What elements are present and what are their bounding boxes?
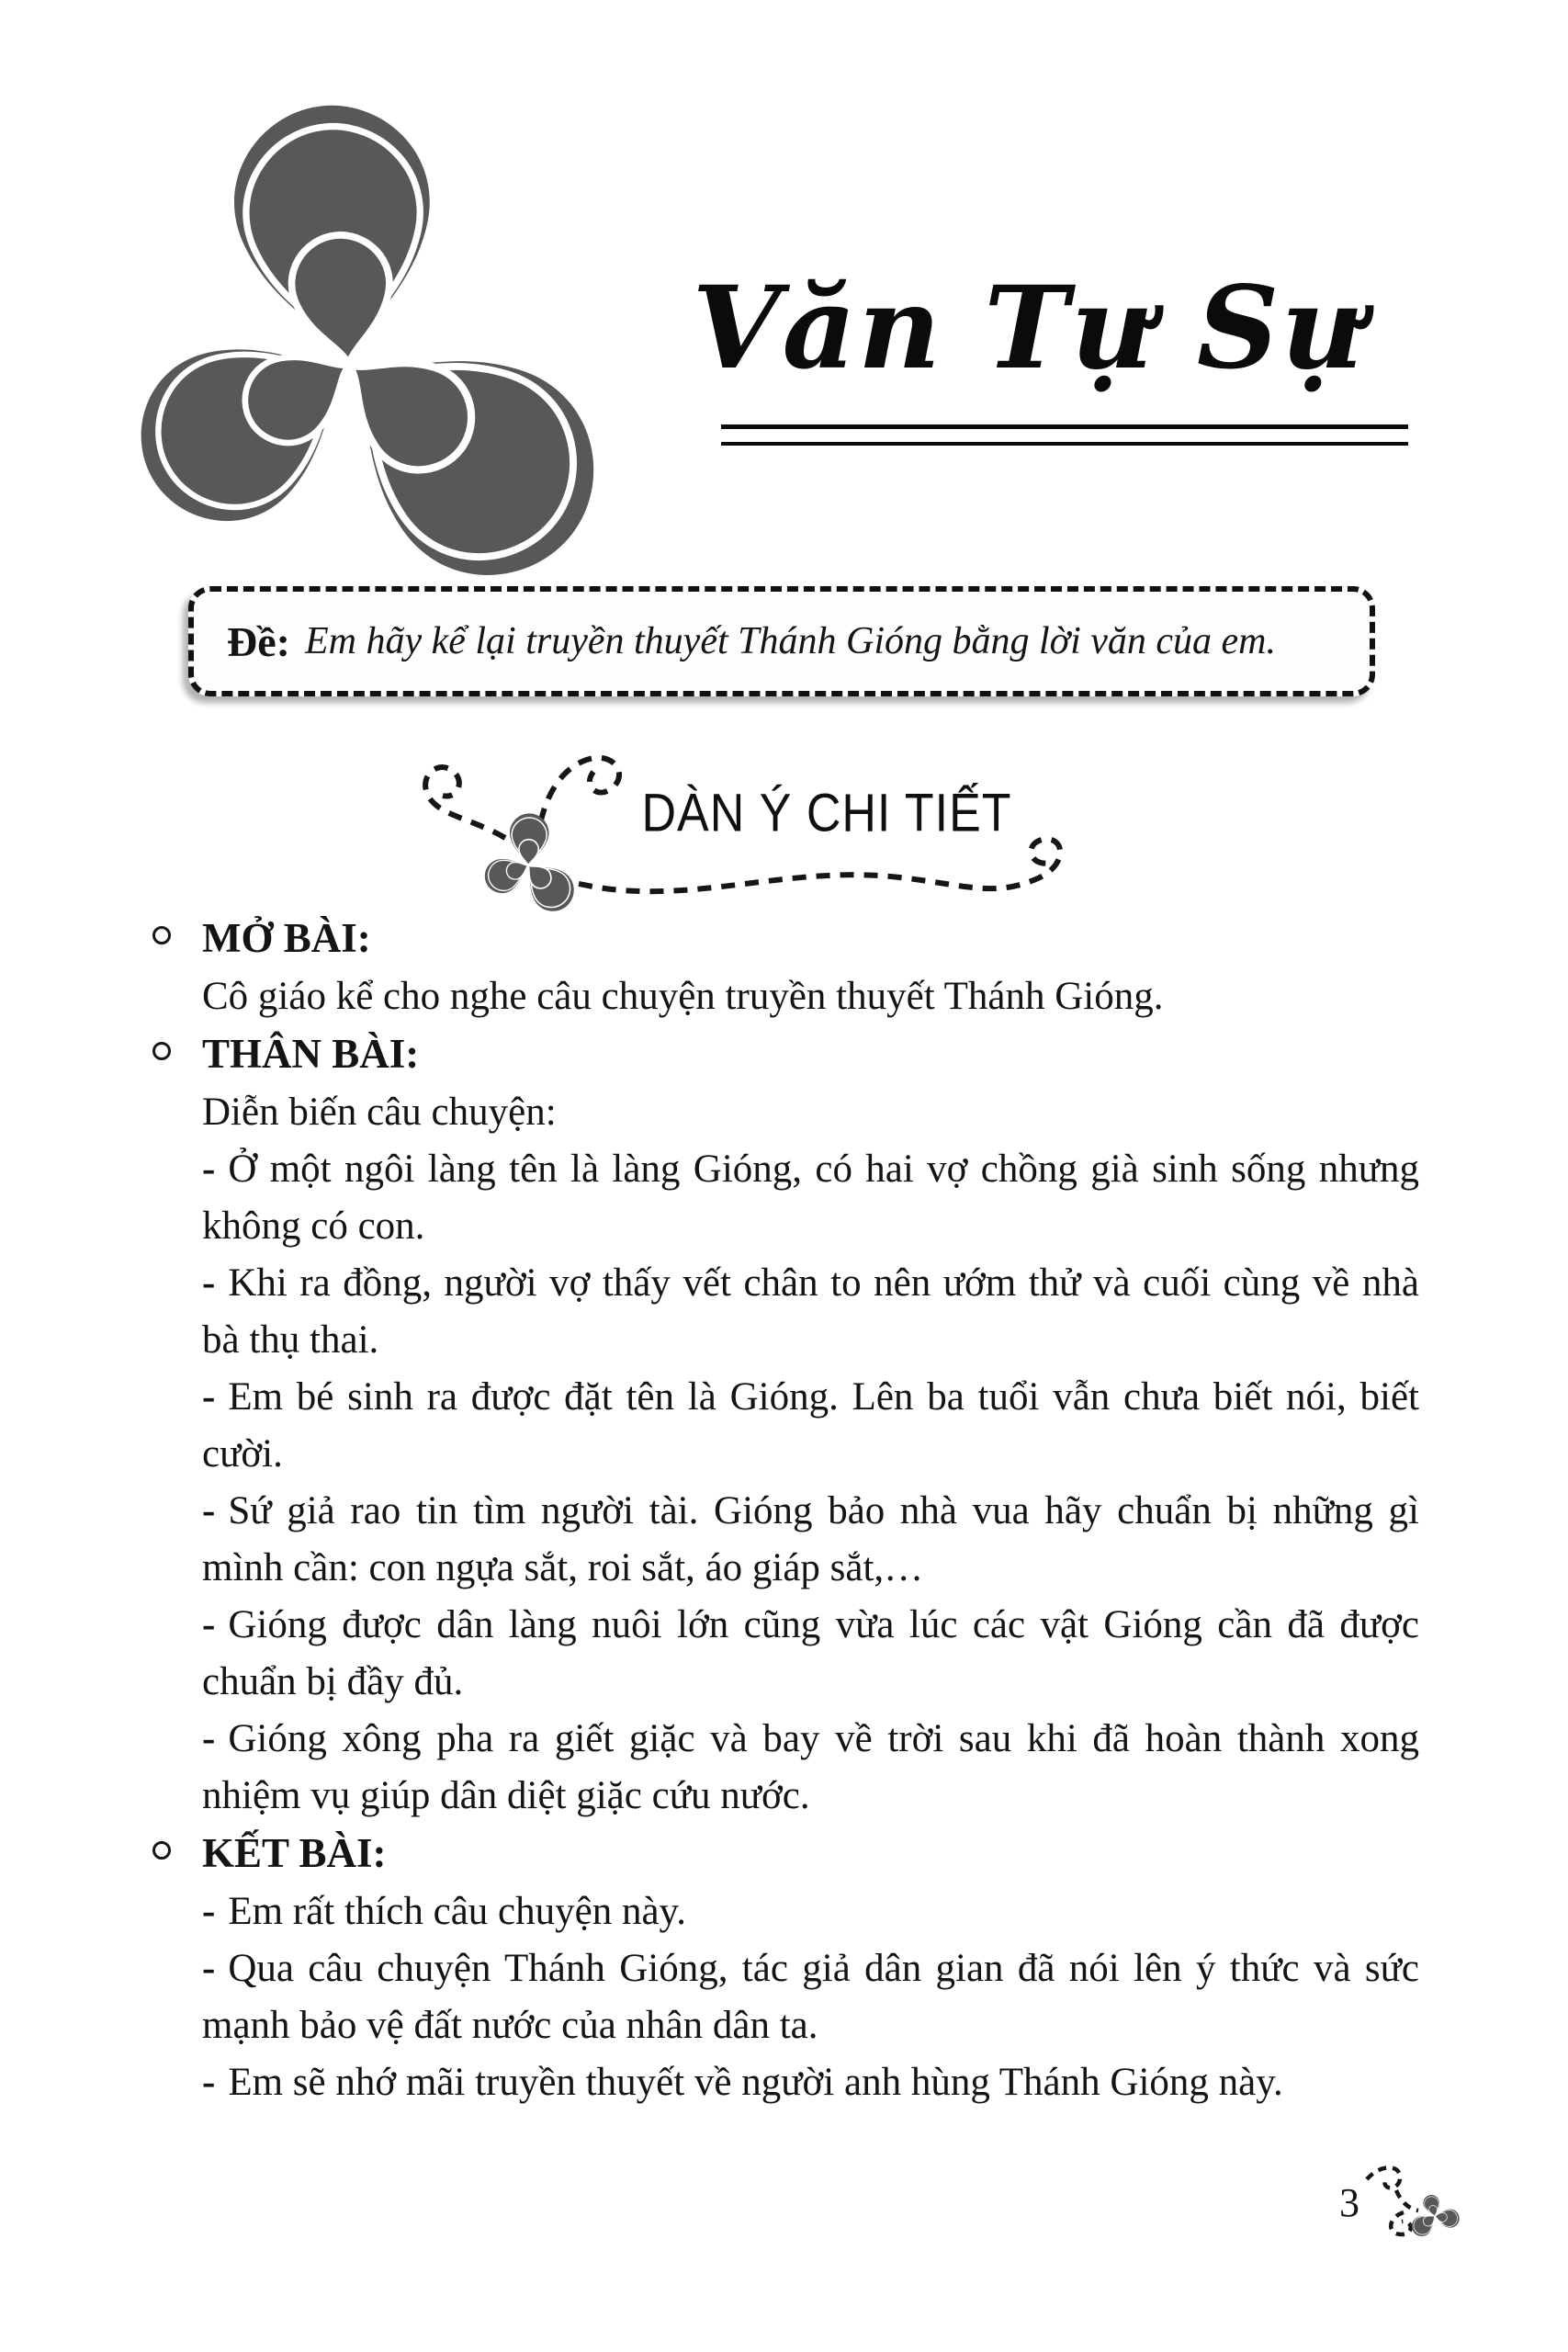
outline-title: DÀN Ý CHI TIẾT	[641, 784, 1012, 844]
list-item	[202, 1255, 1419, 1369]
item-text: Em sẽ nhớ mãi truyền thuyết về người anh hùng Thánh Gióng này.	[228, 2061, 1283, 2104]
section-heading-row	[202, 1025, 1419, 1084]
item-text: Em bé sinh ra được đặt tên là Gióng. Lên ba tuổi vẫn chưa biết nói, biết cười.	[202, 1375, 1419, 1476]
page-number: 3	[1339, 2180, 1359, 2225]
title-underline	[721, 424, 1408, 446]
list-item	[202, 1883, 1419, 1940]
item-text: Cô giáo kể cho nghe câu chuyện truyền thuyết Thánh Gióng.	[202, 975, 1164, 1018]
prompt-text: Em hãy kể lại truyền thuyết Thánh Gióng bằng lời văn của em.	[304, 620, 1277, 662]
bullet-circle-icon	[152, 1042, 171, 1060]
list-item	[202, 1084, 1419, 1141]
item-text: Em rất thích câu chuyện này.	[228, 1890, 687, 1933]
item-dash: -	[202, 1489, 216, 1532]
section-heading: KẾT BÀI:	[202, 1830, 387, 1876]
list-item	[202, 1141, 1419, 1255]
list-item	[202, 1369, 1419, 1483]
flower-icon	[1404, 2188, 1465, 2249]
item-dash: -	[202, 1148, 216, 1191]
list-item	[202, 1597, 1419, 1711]
item-dash: -	[202, 1375, 216, 1419]
item-dash: -	[202, 2061, 216, 2104]
essay-prompt-box	[188, 586, 1375, 696]
prompt-label: Đề:	[227, 617, 290, 665]
item-dash: -	[202, 1261, 216, 1305]
item-dash: -	[202, 1947, 216, 1990]
item-text: Sứ giả rao tin tìm người tài. Gióng bảo nhà vua hãy chuẩn bị những gì mình cần: con ngựa sắt, roi sắt, áo giáp sắt,…	[202, 1489, 1419, 1589]
bullet-circle-icon	[152, 1841, 171, 1860]
list-item	[202, 1711, 1419, 1825]
dashed-swirl-icon	[1367, 2167, 1418, 2234]
footer-flower-decoration	[1348, 2157, 1468, 2249]
bullet-circle-icon	[152, 926, 171, 944]
item-dash: -	[202, 1890, 216, 1933]
item-dash: -	[202, 1603, 216, 1646]
list-item	[202, 968, 1419, 1025]
section-heading: MỞ BÀI:	[202, 915, 371, 961]
item-text: Diễn biến câu chuyện:	[202, 1091, 557, 1134]
section-than-bai	[202, 1025, 1419, 1825]
list-item	[202, 1483, 1419, 1597]
item-text: Gióng được dân làng nuôi lớn cũng vừa lúc các vật Gióng cần đã được chuẩn bị đầy đủ.	[202, 1603, 1419, 1703]
section-heading-row	[202, 910, 1419, 968]
list-item	[202, 1940, 1419, 2054]
page-title: Văn Tự Sự	[692, 262, 1366, 395]
section-mo-bai	[202, 910, 1419, 1025]
section-heading: THÂN BÀI:	[202, 1031, 420, 1077]
list-item	[202, 2054, 1419, 2111]
section-ket-bai	[202, 1825, 1419, 2111]
item-text: Gióng xông pha ra giết giặc và bay về trời sau khi đã hoàn thành xong nhiệm vụ giúp dân diệt giặc cứu nước.	[202, 1717, 1419, 1817]
item-text: Khi ra đồng, người vợ thấy vết chân to nên ướm thử và cuối cùng về nhà bà thụ thai.	[202, 1261, 1419, 1362]
flower-logo-icon	[37, 89, 606, 659]
outline-list	[152, 910, 1419, 2111]
section-heading-row	[202, 1825, 1419, 1883]
item-text: Ở một ngôi làng tên là làng Gióng, có hai vợ chồng già sinh sống nhưng không có con.	[202, 1148, 1419, 1248]
item-text: Qua câu chuyện Thánh Gióng, tác giả dân gian đã nói lên ý thức và sức mạnh bảo vệ đất nước của nhân dân ta.	[202, 1947, 1419, 2047]
item-dash: -	[202, 1717, 216, 1760]
